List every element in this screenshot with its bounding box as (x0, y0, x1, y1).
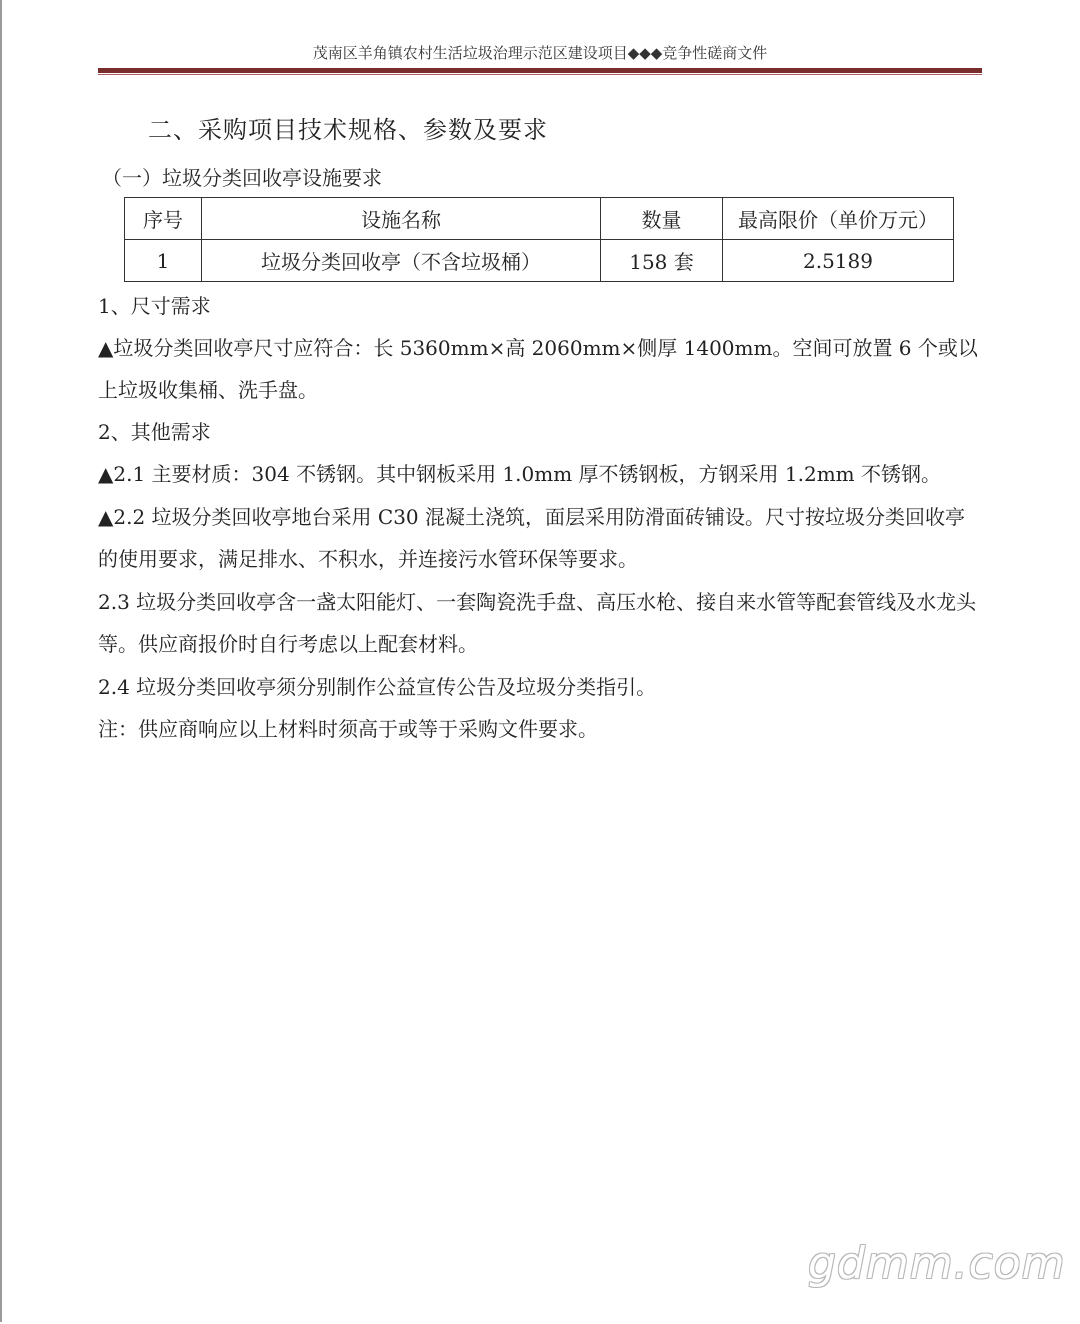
table-header-cell: 数量 (601, 198, 723, 240)
table-header-row (125, 198, 954, 240)
paragraph-platform: ▲2.2 垃圾分类回收亭地台采用 C30 混凝土浇筑，面层采用防滑面砖铺设。尺寸按垃圾分类回收亭的使用要求，满足排水、不积水，并连接污水管环保等要求。 (98, 505, 966, 571)
watermark: gdmm.com (808, 1238, 1066, 1289)
section-title: 二、采购项目技术规格、参数及要求 (148, 116, 548, 144)
table-header-cell: 最高限价（单价万元） (723, 198, 954, 240)
heading-size-requirements: 1、尺寸需求 (98, 294, 211, 318)
table-header-cell: 序号 (125, 198, 202, 240)
paragraph-size-spec: ▲垃圾分类回收亭尺寸应符合：长 5360mm×高 2060mm×侧厚 1400mm。空间可放置 6 个或以上垃圾收集桶、洗手盘。 (98, 336, 978, 402)
heading-other-requirements: 2、其他需求 (98, 420, 211, 444)
table-row (125, 240, 954, 282)
table-cell: 1 (125, 240, 202, 282)
header-rule (98, 68, 982, 73)
table-header-cell: 设施名称 (202, 198, 601, 240)
table-cell: 2.5189 (723, 240, 954, 282)
paragraph-material: ▲2.1 主要材质：304 不锈钢。其中钢板采用 1.0mm 厚不锈钢板，方钢采用 1.2mm 不锈钢。 (98, 462, 941, 486)
paragraph-note: 注：供应商响应以上材料时须高于或等于采购文件要求。 (98, 717, 598, 741)
paragraph-signage: 2.4 垃圾分类回收亭须分别制作公益宣传公告及垃圾分类指引。 (98, 675, 657, 699)
table-cell: 158 套 (601, 240, 723, 282)
header-rule-thin (98, 74, 982, 75)
table-cell: 垃圾分类回收亭（不含垃圾桶） (202, 240, 601, 282)
paragraph-accessories: 2.3 垃圾分类回收亭含一盏太阳能灯、一套陶瓷洗手盘、高压水枪、接自来水管等配套管线及水龙头等。供应商报价时自行考虑以上配套材料。 (98, 590, 977, 656)
subsection-title: （一）垃圾分类回收亭设施要求 (102, 166, 382, 190)
document-header: 茂南区羊角镇农村生活垃圾治理示范区建设项目◆◆◆竞争性磋商文件 (312, 44, 768, 62)
facility-table (124, 197, 954, 282)
